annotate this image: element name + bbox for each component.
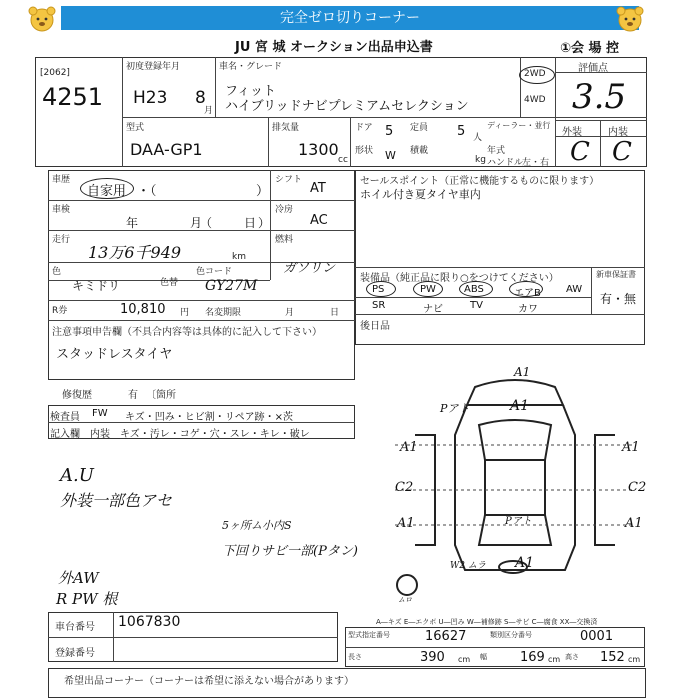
shape-label: 形状 xyxy=(355,146,374,156)
color-label: 色 xyxy=(52,267,62,277)
color-change-label: 色替 xyxy=(160,278,179,288)
height-value: 152 xyxy=(600,650,625,665)
top-banner xyxy=(0,0,700,36)
auction-title: JU 宮 城 オークション出品申込書 xyxy=(235,40,433,55)
ac-label: 冷房 xyxy=(275,205,294,215)
equip-airbag: エアB xyxy=(514,288,541,299)
registration-month: 8 xyxy=(195,88,206,108)
displacement-value: 1300 xyxy=(298,140,339,159)
model-value: DAA-GP1 xyxy=(130,140,203,159)
damage-legend: A―キズ E―エクボ U―凹み W―補修跡 S―サビ C―腐食 XX―交換済 xyxy=(376,618,598,626)
repair-label: 修復歴 xyxy=(62,390,92,401)
width-label: 幅 xyxy=(480,653,487,661)
recycle-unit: 円 xyxy=(180,308,190,318)
load-label: 積載 xyxy=(410,146,429,156)
repair-value: 有 xyxy=(128,390,138,401)
chassis-label: 車台番号 xyxy=(55,622,95,633)
usage-close: ） xyxy=(256,184,270,199)
equip-pw-circle xyxy=(413,281,443,297)
handle-options: 左・右 xyxy=(522,158,550,168)
fuel-label: 燃料 xyxy=(275,235,294,245)
mark-a1-left-front: A1 xyxy=(400,440,418,455)
equip-aw: AW xyxy=(566,284,583,295)
mark-a1-left-rear: A1 xyxy=(397,516,415,531)
inspection-paren-open: （ xyxy=(200,216,213,230)
checker-fw: FW xyxy=(92,408,108,419)
mileage-unit: km xyxy=(232,252,246,262)
dealer-label: ディーラー・並行 xyxy=(487,121,551,130)
handwritten-line6: R PW 根 xyxy=(56,590,118,608)
color-code-label: 色コード xyxy=(196,267,233,277)
checker-row1: キズ・凹み・ヒビ割・リペア跡・×茨 xyxy=(125,412,293,423)
length-value: 390 xyxy=(420,650,445,665)
notes-text: スタッドレスタイヤ xyxy=(56,347,173,362)
equip-ps: PS xyxy=(372,284,385,295)
banner-title: 完全ゼロ切りコーナー xyxy=(61,6,639,30)
mark-a1-right-front: A1 xyxy=(622,440,640,455)
capacity-value: 5 xyxy=(457,124,466,139)
equip-pw: PW xyxy=(420,284,436,295)
equip-navi: ナビ xyxy=(423,304,443,315)
exterior-grade: C xyxy=(570,137,590,167)
mark-p-front: Pアト xyxy=(440,402,470,415)
car-name-line2: ハイブリッドナビプレミアムセレクション xyxy=(225,99,469,114)
usage-label: 車歴 xyxy=(52,175,71,185)
color-code-value: GY27M xyxy=(205,278,258,294)
recycle-value: 10,810 xyxy=(120,302,166,317)
mileage-label: 走行 xyxy=(52,235,71,245)
drive-4wd: 4WD xyxy=(524,95,546,105)
equip-abs: ABS xyxy=(464,284,484,295)
tax-label: 名変期限 xyxy=(205,308,242,318)
later-label: 後日品 xyxy=(360,321,390,332)
equip-abs-circle xyxy=(459,281,493,297)
tax-month: 月 xyxy=(285,308,295,318)
load-unit: kg xyxy=(475,155,486,165)
displacement-label: 排気量 xyxy=(272,123,300,133)
shape-value: W xyxy=(385,149,396,162)
exterior-label: 外装 xyxy=(562,127,582,138)
handwritten-line5: 外AW xyxy=(58,569,99,587)
fuel-value: ガソリン xyxy=(283,261,336,276)
registration-month-suffix: 月 xyxy=(204,106,214,116)
inspection-paren-close: ） xyxy=(258,216,271,230)
interior-grade: C xyxy=(612,137,632,167)
registration-number-label: 登録番号 xyxy=(55,648,95,659)
class-value: 0001 xyxy=(580,629,614,644)
mark-a1-rear: A1 xyxy=(515,555,535,571)
usage-rest: ・（ xyxy=(137,184,157,199)
length-label: 長さ xyxy=(348,653,362,661)
usage-value: 自家用 xyxy=(87,184,127,199)
equip-tv: TV xyxy=(470,300,483,311)
mark-c2-right: C2 xyxy=(628,480,647,495)
capacity-label: 定員 xyxy=(410,123,429,133)
mark-spare: ムロ xyxy=(398,596,412,604)
warranty-value: 有・無 xyxy=(600,292,637,306)
bear-mascot-icon-right xyxy=(610,4,650,34)
inspection-label: 車検 xyxy=(52,205,71,215)
registration-label: 初度登録年月 xyxy=(126,62,181,72)
width-unit: cm xyxy=(548,655,561,664)
checker-int: 内装 xyxy=(90,429,110,440)
checker-label: 検査員 xyxy=(50,412,80,423)
notes-label: 注意事項申告欄（不具合内容等は具体的に記入して下さい） xyxy=(52,327,322,338)
handle-label: ハンドル xyxy=(487,158,524,168)
handwritten-line1: A.U xyxy=(60,465,94,486)
ac-value: AC xyxy=(310,213,328,228)
mark-w2: W2 ムラ xyxy=(450,561,486,571)
sales-point-label: セールスポイント（正常に機能するものに限ります） xyxy=(360,176,600,187)
width-value: 169 xyxy=(520,650,545,665)
lot-code: [2062] xyxy=(40,68,70,78)
tax-day: 日 xyxy=(330,308,340,318)
mark-p-rear: Pアト xyxy=(505,516,532,527)
inspection-day: 日 xyxy=(244,216,257,230)
repair-place: 〔箇所 xyxy=(146,390,176,401)
car-name-label: 車名・グレード xyxy=(219,62,283,72)
registration-year: H23 xyxy=(133,88,168,108)
shift-value: AT xyxy=(310,181,326,196)
warranty-label: 新車保証書 xyxy=(596,270,636,279)
model-label: 型式 xyxy=(126,123,145,133)
equip-airbag-circle xyxy=(509,281,543,297)
shift-label: シフト xyxy=(275,175,303,185)
inspection-month: 月 xyxy=(190,216,203,230)
checker-entry-label: 記入欄 xyxy=(50,429,80,440)
cert-value: 16627 xyxy=(425,629,467,644)
venue-label: ①会 場 控 xyxy=(560,41,620,56)
class-label: 類別区分番号 xyxy=(490,631,532,639)
bear-mascot-icon-left xyxy=(22,4,62,34)
height-label: 高さ xyxy=(565,653,579,661)
cert-label: 型式指定番号 xyxy=(348,631,390,639)
handwritten-line3: 5ヶ所ム小内S xyxy=(222,519,292,532)
inspection-year: 年 xyxy=(126,216,139,230)
equip-sr: SR xyxy=(372,300,386,311)
mark-a1-right-rear: A1 xyxy=(625,516,643,531)
chassis-value: 1067830 xyxy=(118,614,181,630)
lot-number: 4251 xyxy=(42,83,104,111)
doors-label: ドア xyxy=(355,123,373,133)
length-unit: cm xyxy=(458,655,471,664)
mark-a1-hood: A1 xyxy=(510,398,530,414)
handwritten-line4: 下回りサビ一部(Pタン) xyxy=(222,544,358,559)
equip-ps-circle xyxy=(366,281,396,297)
capacity-unit: 人 xyxy=(473,133,483,143)
mileage-value: 13万6千949 xyxy=(88,243,182,262)
height-unit: cm xyxy=(628,655,641,664)
equip-leather: カワ xyxy=(518,304,538,315)
year-label: 年式 xyxy=(487,146,506,156)
doors-value: 5 xyxy=(385,124,394,139)
equipment-label: 装備品（純正品に限り○をつけてください） xyxy=(360,273,559,284)
score-label: 評価点 xyxy=(578,63,608,74)
displacement-unit: cc xyxy=(338,155,348,165)
recycle-label: R券 xyxy=(52,306,68,316)
score-value: 3.5 xyxy=(572,77,627,117)
mark-c2-left: C2 xyxy=(395,480,414,495)
interior-label: 内装 xyxy=(608,127,628,138)
car-name-line1: フィット xyxy=(225,84,276,99)
drive-2wd: 2WD xyxy=(524,69,546,79)
checker-row2: キズ・汚レ・コゲ・穴・スレ・キレ・破レ xyxy=(120,429,310,440)
bottom-corner-label: 希望出品コーナー（コーナーは希望に添えない場合があります） xyxy=(64,676,354,687)
sales-point-text: ホイル付き夏タイヤ車内 xyxy=(360,188,481,201)
mark-a1-top: A1 xyxy=(514,365,531,379)
handwritten-line2: 外装一部色アセ xyxy=(60,491,172,510)
color-value: キミドリ xyxy=(72,279,121,293)
